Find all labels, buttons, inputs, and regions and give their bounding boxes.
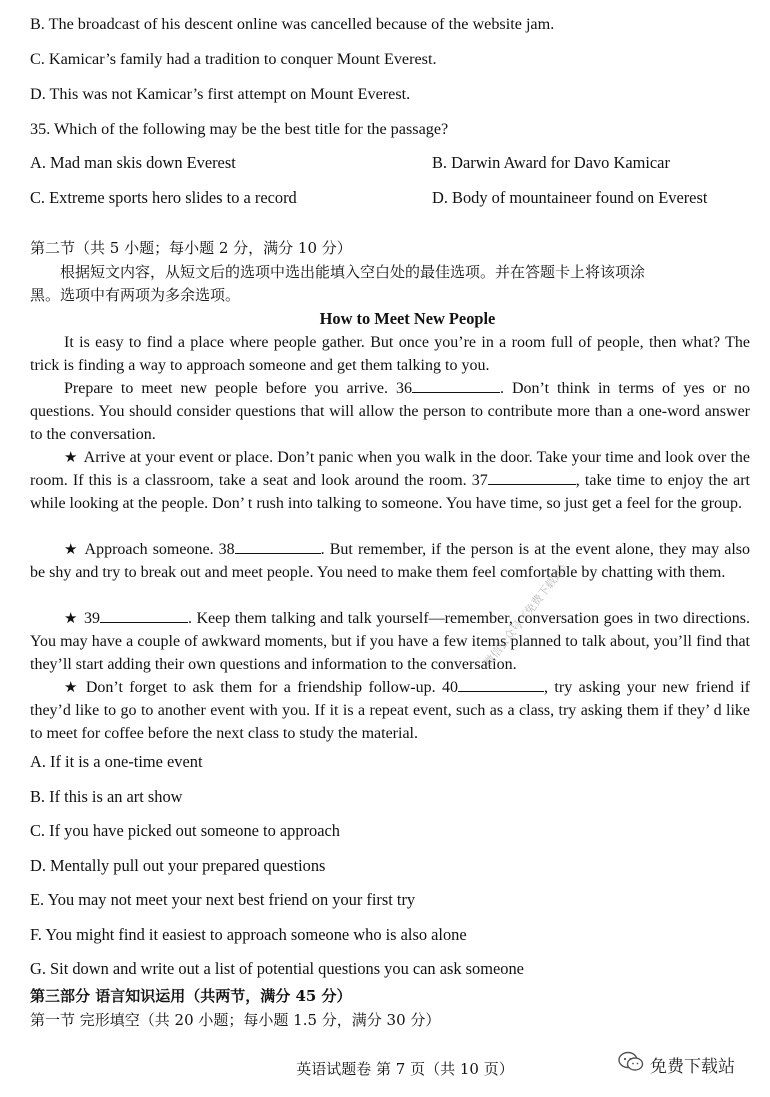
wechat-icon: [618, 1051, 644, 1078]
page-footer: 英语试题卷 第 7 页（共 10 页）: [296, 1060, 514, 1078]
q34-option-b: B. The broadcast of his descent online was cancelled because of the website jam.: [30, 15, 555, 33]
blank-36[interactable]: [412, 378, 500, 393]
watermark: 微信公众号《免费下载站》: [481, 557, 574, 670]
passage-paragraph-5: ★ 39 . Keep them talking and talk yourself—remember, conversation goes in two directions. You may have a couple of awkward moments, but if you have a few items planned to talk about, you’ll find that they’ll start adding their own questions and information to the conversation.: [30, 609, 750, 674]
wechat-label: 免费下载站: [650, 1057, 735, 1077]
part3-section1: 第一节 完形填空（共 20 小题；每小题 1.5 分，满分 30 分）: [30, 1011, 441, 1029]
star-bullet-icon: ★: [64, 678, 80, 696]
section2-instruction-line1: 根据短文内容，从短文后的选项中选出能填入空白处的最佳选项。并在答题卡上将该项涂: [60, 263, 646, 281]
q35-option-d: D. Body of mountaineer found on Everest: [432, 188, 708, 207]
choice-f: F. You might find it easiest to approach someone who is also alone: [30, 925, 467, 944]
choice-d: D. Mentally pull out your prepared questions: [30, 856, 326, 875]
q35-option-a: A. Mad man skis down Everest: [30, 153, 236, 172]
section2-header: 第二节（共 5 小题；每小题 2 分，满分 10 分）: [30, 239, 352, 257]
choice-g: G. Sit down and write out a list of potential questions you can ask someone: [30, 959, 524, 978]
passage-paragraph-4: ★ Approach someone. 38 . But remember, if the person is at the event alone, they may also be shy and try to break out and meet people. You need to make them feel comfortable by chatting with them.: [30, 540, 750, 582]
q35-stem: 35. Which of the following may be the best title for the passage?: [30, 120, 449, 138]
star-bullet-icon: ★: [64, 609, 78, 627]
wechat-badge: [618, 1051, 735, 1078]
passage-paragraph-3: ★ Arrive at your event or place. Don’t panic when you walk in the door. Take your time and look over the room. If this is a classroom, take a seat and look around the room. 37 , take time to enjoy the art while looking at the people. Don’ t rush into talking to someone. You have time, so just get a feel for the group.: [30, 448, 750, 513]
blank-40[interactable]: [458, 677, 544, 692]
passage-paragraph-6: ★ Don’t forget to ask them for a friendship follow-up. 40 , try asking your new friend if they’d like to go to another event with you. If it is a repeat event, such as a class, try asking them if they’ d like to meet for coffee before the next class to study the material.: [30, 678, 750, 743]
choice-e: E. You may not meet your next best friend on your first try: [30, 890, 416, 909]
passage-title: How to Meet New People: [319, 309, 496, 328]
choice-a: A. If it is a one-time event: [30, 752, 203, 771]
blank-37[interactable]: [488, 470, 576, 485]
q35-option-b: B. Darwin Award for Davo Kamicar: [432, 153, 670, 172]
star-bullet-icon: ★: [64, 448, 78, 466]
choice-b: B. If this is an art show: [30, 787, 183, 806]
choice-c: C. If you have picked out someone to approach: [30, 821, 340, 840]
q34-option-d: D. This was not Kamicar’s first attempt on Mount Everest.: [30, 85, 411, 103]
section2-instruction-line2: 黑。选项中有两项为多余选项。: [30, 286, 241, 304]
blank-38[interactable]: [235, 539, 321, 554]
q34-option-c: C. Kamicar’s family had a tradition to conquer Mount Everest.: [30, 50, 437, 68]
part3-header: 第三部分 语言知识运用（共两节，满分 45 分）: [30, 987, 352, 1005]
passage-paragraph-2: Prepare to meet new people before you arrive. 36 . Don’t think in terms of yes or no questions. You should consider questions that will allow the person to contribute more than a one-word answer to the conversation.: [30, 380, 750, 444]
blank-39[interactable]: [100, 608, 188, 623]
q35-option-c: C. Extreme sports hero slides to a record: [30, 188, 297, 207]
passage-paragraph-1: It is easy to find a place where people gather. But once you’re in a room full of people, then what? The trick is finding a way to approach someone and get them talking to you.: [30, 334, 750, 375]
star-bullet-icon: ★: [64, 540, 79, 558]
